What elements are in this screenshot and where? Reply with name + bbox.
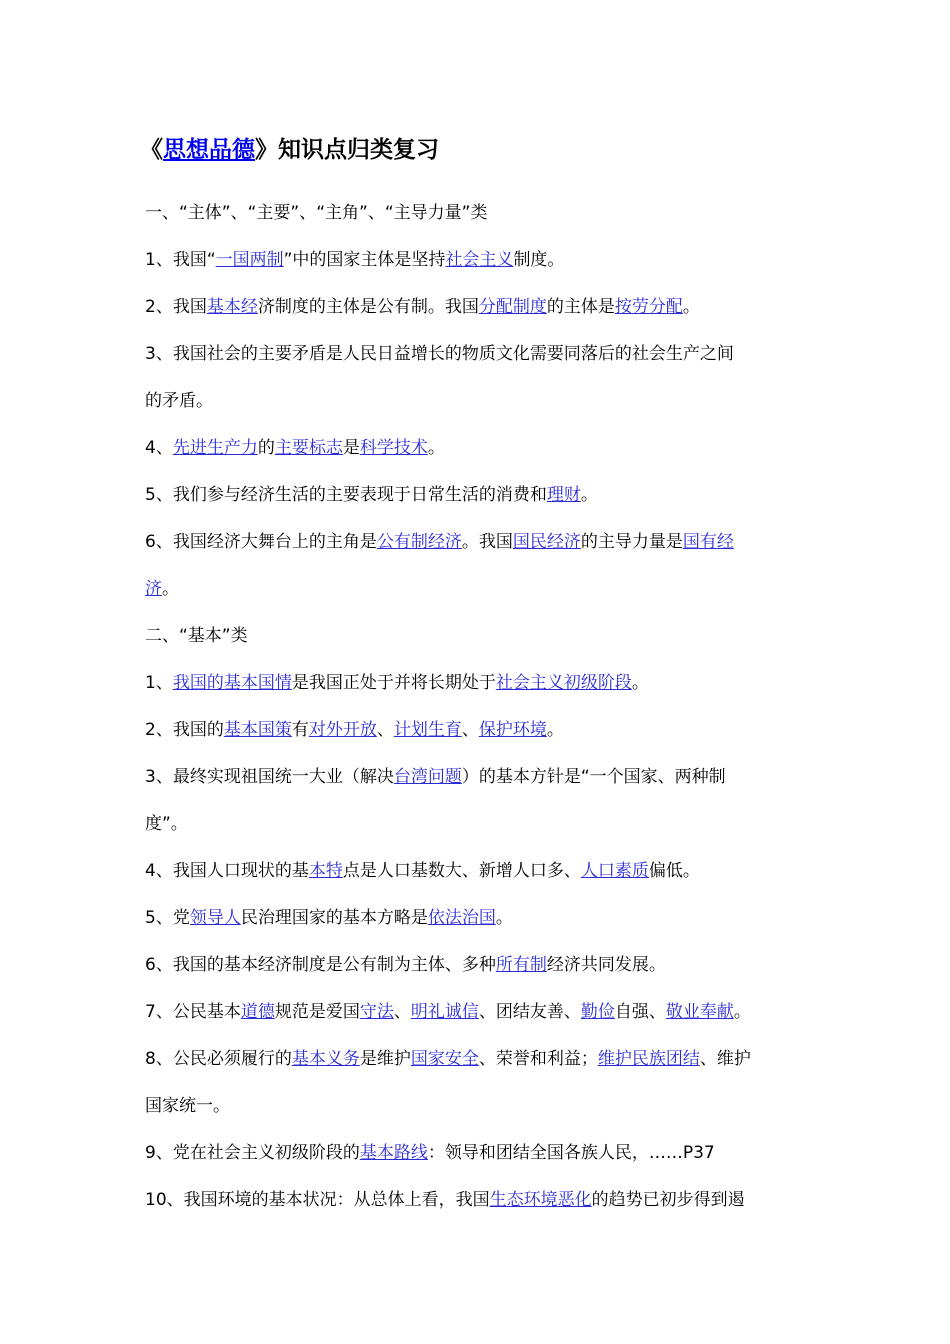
text-span: 。 bbox=[162, 579, 179, 599]
text-span: 的主导力量是 bbox=[580, 532, 683, 552]
hyperlink[interactable]: 基本路线 bbox=[359, 1143, 428, 1163]
text-span: 6、我国的基本经济制度是公有制为主体、多种 bbox=[145, 955, 496, 975]
hyperlink[interactable]: 基本国策 bbox=[223, 720, 292, 740]
text-span: 、 bbox=[376, 720, 394, 740]
text-line bbox=[145, 284, 813, 331]
hyperlink[interactable]: 基本经 bbox=[206, 297, 258, 317]
text-span: 偏低。 bbox=[648, 861, 700, 881]
text-span: 4、我国人口现状的基 bbox=[145, 861, 309, 881]
hyperlink[interactable]: 先进生产力 bbox=[172, 438, 258, 458]
hyperlink[interactable]: 本特 bbox=[308, 861, 343, 881]
hyperlink[interactable]: 公有制经济 bbox=[376, 532, 462, 552]
text-line bbox=[145, 425, 813, 472]
text-line bbox=[145, 754, 813, 801]
text-line bbox=[145, 519, 813, 566]
text-span: 5、我们参与经济生活的主要表现于日常生活的消费和 bbox=[145, 485, 547, 505]
text-line bbox=[145, 1083, 813, 1130]
document-title bbox=[140, 128, 813, 172]
text-span: 。 bbox=[631, 673, 649, 693]
text-line bbox=[145, 801, 813, 848]
hyperlink[interactable]: 理财 bbox=[546, 485, 581, 505]
document-body bbox=[145, 190, 813, 1224]
text-line bbox=[145, 472, 813, 519]
text-span: 4、 bbox=[145, 438, 173, 458]
text-line bbox=[145, 1177, 813, 1224]
text-span: 。 bbox=[546, 720, 564, 740]
hyperlink[interactable]: 主要标志 bbox=[274, 438, 343, 458]
text-span: 经济共同发展。 bbox=[546, 955, 666, 975]
text-line bbox=[145, 331, 813, 378]
text-span: 1、我国“ bbox=[145, 250, 216, 270]
text-span: 的趋势已初步得到遏 bbox=[591, 1190, 745, 1210]
hyperlink[interactable]: 台湾问题 bbox=[393, 767, 462, 787]
text-span: ）的基本方针是“一个国家、两种制 bbox=[461, 767, 726, 787]
hyperlink[interactable]: 道德 bbox=[240, 1002, 275, 1022]
text-span: 》知识点归类复习 bbox=[255, 137, 439, 163]
text-span: 2、我国的 bbox=[145, 720, 224, 740]
hyperlink[interactable]: 计划生育 bbox=[393, 720, 462, 740]
hyperlink[interactable]: 明礼诚信 bbox=[410, 1002, 479, 1022]
text-line bbox=[145, 707, 813, 754]
hyperlink[interactable]: 分配制度 bbox=[478, 297, 547, 317]
hyperlink[interactable]: 国民经济 bbox=[512, 532, 581, 552]
text-line bbox=[145, 1036, 813, 1083]
text-span: 度”。 bbox=[145, 814, 188, 834]
text-span: 。 bbox=[495, 908, 513, 928]
hyperlink[interactable]: 维护民族团结 bbox=[597, 1049, 700, 1069]
text-line bbox=[145, 895, 813, 942]
text-span: 、 bbox=[393, 1002, 411, 1022]
text-span: 6、我国经济大舞台上的主角是 bbox=[145, 532, 377, 552]
hyperlink[interactable]: 领导人 bbox=[189, 908, 241, 928]
text-span: 是 bbox=[342, 438, 360, 458]
text-span: 点是人口基数大、新增人口多、 bbox=[342, 861, 581, 881]
text-span: 制度。 bbox=[513, 250, 565, 270]
text-span: 、荣誉和利益； bbox=[478, 1049, 598, 1069]
text-span: 9、党在社会主义初级阶段的 bbox=[145, 1143, 360, 1163]
hyperlink[interactable]: 勤俭 bbox=[580, 1002, 615, 1022]
hyperlink[interactable]: 生态环境恶化 bbox=[489, 1190, 592, 1210]
text-span: 《 bbox=[140, 137, 163, 163]
text-span: 的 bbox=[257, 438, 275, 458]
hyperlink[interactable]: 敬业奉献 bbox=[665, 1002, 734, 1022]
hyperlink[interactable]: 人口素质 bbox=[580, 861, 649, 881]
text-span: 5、党 bbox=[145, 908, 190, 928]
hyperlink[interactable]: 我国的基本国情 bbox=[172, 673, 292, 693]
hyperlink[interactable]: 科学技术 bbox=[359, 438, 428, 458]
text-span: 的主体是 bbox=[546, 297, 615, 317]
hyperlink[interactable]: 社会主义 bbox=[445, 250, 514, 270]
hyperlink[interactable]: 济 bbox=[145, 579, 162, 599]
text-span: 。我国 bbox=[461, 532, 513, 552]
text-span: ：领导和团结全国各族人民，……P37 bbox=[427, 1143, 715, 1163]
hyperlink[interactable]: 守法 bbox=[359, 1002, 394, 1022]
text-span: 自强、 bbox=[614, 1002, 666, 1022]
hyperlink[interactable]: 社会主义初级阶段 bbox=[495, 673, 632, 693]
text-span: 。 bbox=[427, 438, 445, 458]
text-span: 8、公民必须履行的 bbox=[145, 1049, 292, 1069]
hyperlink[interactable]: 国有经 bbox=[682, 532, 734, 552]
text-line bbox=[145, 848, 813, 895]
text-line bbox=[145, 989, 813, 1036]
text-span: 济制度的主体是公有制。我国 bbox=[257, 297, 479, 317]
text-span: 3、我国社会的主要矛盾是人民日益增长的物质文化需要同落后的社会生产之间 bbox=[145, 344, 734, 364]
text-span: 10、我国环境的基本状况：从总体上看，我国 bbox=[145, 1190, 490, 1210]
hyperlink[interactable]: 一国两制 bbox=[215, 250, 284, 270]
text-line bbox=[145, 378, 813, 425]
text-span: 。 bbox=[733, 1002, 751, 1022]
hyperlink[interactable]: 基本义务 bbox=[291, 1049, 360, 1069]
text-span: 3、最终实现祖国统一大业（解决 bbox=[145, 767, 394, 787]
text-line bbox=[145, 566, 813, 613]
hyperlink[interactable]: 国家安全 bbox=[410, 1049, 479, 1069]
hyperlink[interactable]: 保护环境 bbox=[478, 720, 547, 740]
text-span: 、团结友善、 bbox=[478, 1002, 581, 1022]
text-line bbox=[145, 660, 813, 707]
text-span: 一、“主体”、“主要”、“主角”、“主导力量”类 bbox=[145, 203, 488, 223]
text-span: 国家统一。 bbox=[145, 1096, 230, 1116]
text-line bbox=[145, 190, 813, 237]
text-line bbox=[145, 942, 813, 989]
text-span: 2、我国 bbox=[145, 297, 207, 317]
hyperlink[interactable]: 按劳分配 bbox=[614, 297, 683, 317]
hyperlink[interactable]: 所有制 bbox=[495, 955, 547, 975]
text-span: 。 bbox=[682, 297, 700, 317]
text-span: 1、 bbox=[145, 673, 173, 693]
text-span: 7、公民基本 bbox=[145, 1002, 241, 1022]
text-span: ”中的国家主体是坚持 bbox=[283, 250, 446, 270]
hyperlink[interactable]: 思想品德 bbox=[163, 137, 255, 163]
text-span: 。 bbox=[580, 485, 598, 505]
text-span: 、维护 bbox=[699, 1049, 751, 1069]
text-span: 、 bbox=[461, 720, 479, 740]
text-span: 规范是爱国 bbox=[274, 1002, 360, 1022]
hyperlink[interactable]: 依法治国 bbox=[427, 908, 496, 928]
text-span: 二、“基本”类 bbox=[145, 626, 248, 646]
hyperlink[interactable]: 对外开放 bbox=[308, 720, 377, 740]
text-span: 有 bbox=[291, 720, 309, 740]
text-span: 的矛盾。 bbox=[145, 391, 213, 411]
text-line bbox=[145, 613, 813, 660]
text-span: 是我国正处于并将长期处于 bbox=[291, 673, 496, 693]
text-span: 民治理国家的基本方略是 bbox=[240, 908, 428, 928]
text-line bbox=[145, 237, 813, 284]
text-line bbox=[145, 1130, 813, 1177]
text-span: 是维护 bbox=[359, 1049, 411, 1069]
document-page bbox=[140, 128, 813, 1224]
